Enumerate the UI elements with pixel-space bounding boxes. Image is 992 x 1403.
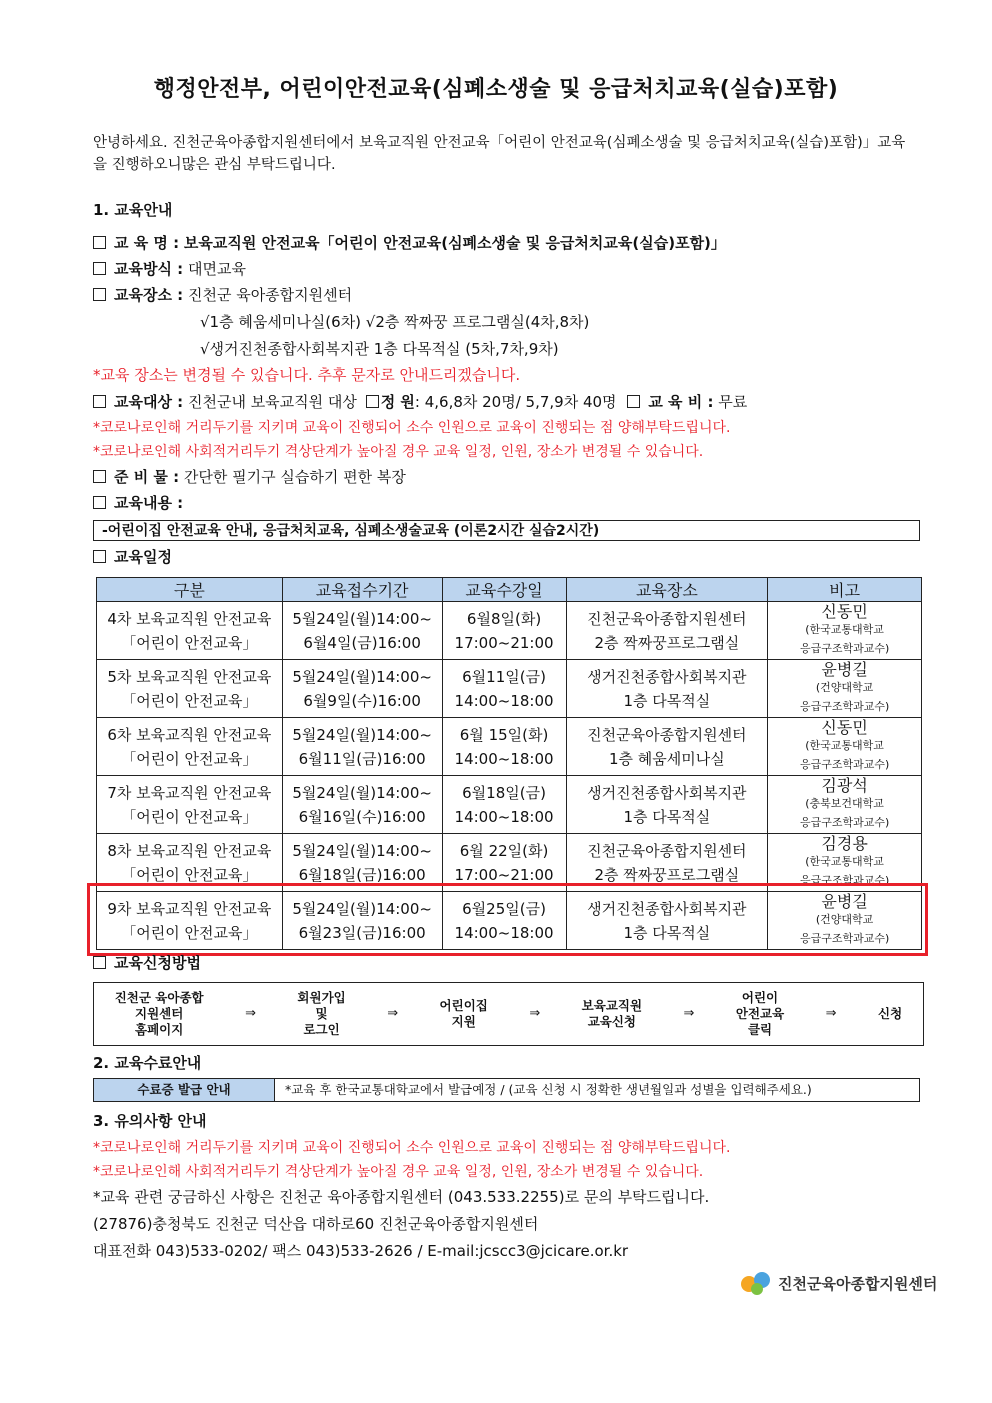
instructor-name: 신동민 (821, 601, 868, 621)
apply-step (736, 990, 784, 1038)
cell-line: 생거진천종합사회복지관 (587, 783, 747, 802)
table-cell (442, 602, 566, 660)
cell-line: 5월24일(월)14:00~ (292, 841, 432, 860)
intro-text: 안녕하세요. 진천군육아종합지원센터에서 보육교직원 안전교육「어린이 안전교육(심폐소생술 및 응급처치교육(실습)포함)」교육을 진행하오니많은 관심 부탁드립니다. (93, 135, 906, 173)
apply-step-line: 진천군 육아종합 (114, 990, 204, 1005)
table-cell (97, 660, 283, 718)
table-cell (566, 718, 768, 776)
section2-heading: 2. 교육수료안내 (93, 1054, 202, 1072)
course-name-row (93, 232, 726, 253)
cell-line: 5월24일(월)14:00~ (292, 899, 432, 918)
instructor-name: 윤병길 (821, 891, 868, 911)
arrow-icon: ⇒ (825, 1006, 837, 1021)
apply-step-line: 보육교직원 (581, 998, 643, 1013)
target-value: 진천군내 보육교직원 대상 (187, 393, 357, 411)
contact-text: *교육 관련 궁금하신 사항은 진천군 육아종합지원센터 (043.533.2255)로 문의 부탁드립니다. (93, 1188, 710, 1206)
table-row (97, 660, 922, 718)
target-label: 교육대상 : (114, 393, 184, 411)
apply-step-line: 로그인 (303, 1022, 340, 1037)
table-header-row (97, 578, 922, 602)
cell-line: 2층 짝짜꿍프로그램실 (594, 633, 740, 652)
arrow-icon: ⇒ (245, 1006, 256, 1021)
apply-step-line: 회원가입 (297, 990, 346, 1005)
instructor-name: 김경용 (821, 833, 868, 853)
cell-line: 진천군육아종합지원센터 (587, 725, 747, 744)
table-cell (282, 660, 442, 718)
instructor-affiliation: 응급구조학과교수) (799, 931, 890, 945)
table-cell (282, 718, 442, 776)
instructor-affiliation: 응급구조학과교수) (799, 699, 890, 713)
header-cell: 비고 (768, 578, 922, 602)
instructor-affiliation: (건양대학교 (815, 680, 874, 694)
cell-line: 9차 보육교직원 안전교육 (107, 899, 272, 918)
cell-line: 5월24일(월)14:00~ (292, 609, 432, 628)
apply-step (582, 998, 642, 1030)
cell-line: 6월18일(금)16:00 (298, 865, 426, 884)
table-cell (566, 602, 768, 660)
instructor-name: 신동민 (821, 717, 868, 737)
header-cell: 교육접수기간 (282, 578, 442, 602)
instructor-affiliation: (충북보건대학교 (805, 796, 884, 810)
apply-row (93, 952, 201, 973)
instructor-name: 김광석 (821, 775, 868, 795)
highlight-frame (87, 883, 928, 956)
place-label: 교육장소 : (114, 286, 184, 304)
cell-line: 진천군육아종합지원센터 (587, 841, 747, 860)
cell-line: 6월11일(금) (462, 667, 546, 686)
instructor-affiliation: 응급구조학과교수) (799, 873, 890, 887)
apply-step-line: 교육신청 (587, 1014, 637, 1029)
phone-text: 대표전화 043)533-0202/ 팩스 043)533-2626 / E-mail:jcscc3@jcicare.or.kr (93, 1242, 629, 1260)
cell-line: 생거진천종합사회복지관 (587, 899, 747, 918)
prep-label: 준 비 물 : (114, 468, 180, 486)
capacity-label: 정 원 (380, 393, 415, 411)
arrow-icon: ⇒ (683, 1006, 695, 1021)
cell-line: 4차 보육교직원 안전교육 (107, 609, 272, 628)
instructor-affiliation: (한국교통대학교 (805, 622, 884, 636)
content-box: -어린이집 안전교육 안내, 응급처치교육, 심폐소생술교육 (이론2시간 실습2시간) (93, 520, 920, 541)
instructor-affiliation: 응급구조학과교수) (799, 757, 890, 771)
cell-line: 14:00~18:00 (454, 923, 554, 942)
method-row (93, 258, 246, 279)
checkbox-icon (366, 395, 379, 408)
instructor-affiliation: (한국교통대학교 (805, 738, 884, 752)
prep-row (93, 466, 406, 487)
schedule-label-row (93, 546, 172, 567)
apply-step-line: 신청 (878, 1006, 903, 1021)
cell-line: 「어린이 안전교육」 (121, 749, 258, 768)
table-cell (282, 602, 442, 660)
cell-line: 진천군육아종합지원센터 (587, 609, 747, 628)
table-row (97, 602, 922, 660)
method-label: 교육방식 : (114, 260, 184, 278)
cell-line: 6월25일(금) (462, 899, 546, 918)
checkbox-icon (93, 550, 106, 563)
place-line-2: √1층 혜움세미나실(6차) √2층 짝짜꿍 프로그램실(4차,8차) (200, 313, 590, 331)
notice-note-1: *코로나로인해 거리두기를 지키며 교육이 진행되어 소수 인원으로 교육이 진행되는 점 양해부탁드립니다. (93, 1140, 731, 1156)
checkbox-icon (93, 288, 106, 301)
logo-text: 진천군육아종합지원센터 (778, 1274, 938, 1293)
schedule-label: 교육일정 (114, 548, 172, 566)
arrow-icon: ⇒ (387, 1006, 399, 1021)
table-cell (566, 660, 768, 718)
cell-line: 14:00~18:00 (454, 749, 554, 768)
cell-line: 5월24일(월)14:00~ (292, 667, 432, 686)
covid-note-2: *코로나로인해 사회적거리두기 격상단계가 높아질 경우 교육 일정, 인원, 장소가 변경될 수 있습니다. (93, 444, 704, 460)
instructor-name: 윤병길 (821, 659, 868, 679)
table-cell (566, 776, 768, 834)
table-cell (97, 602, 283, 660)
header-cell: 교육장소 (566, 578, 768, 602)
cell-line: 6월11일(금)16:00 (298, 749, 426, 768)
checkbox-icon (93, 496, 106, 509)
course-name-value: 보육교직원 안전교육「어린이 안전교육(심폐소생술 및 응급처치교육(실습)포함)」 (183, 234, 726, 252)
section3-heading: 3. 유의사항 안내 (93, 1112, 207, 1130)
cell-line: 「어린이 안전교육」 (121, 923, 258, 942)
instructor-affiliation: 응급구조학과교수) (799, 815, 890, 829)
cell-line: 6월18일(금) (462, 783, 546, 802)
cell-line: 생거진천종합사회복지관 (587, 667, 747, 686)
apply-step-line: 지원 (451, 1014, 476, 1029)
cell-line: 「어린이 안전교육」 (121, 691, 258, 710)
cell-line: 5차 보육교직원 안전교육 (107, 667, 272, 686)
cell-line: 「어린이 안전교육」 (121, 865, 258, 884)
place-note: *교육 장소는 변경될 수 있습니다. 추후 문자로 안내드리겠습니다. (93, 366, 521, 384)
checkbox-icon (627, 395, 640, 408)
cell-line: 6월 22일(화) (459, 841, 549, 860)
cell-line: 1층 다목적실 (623, 807, 711, 826)
apply-step-line: 클릭 (747, 1022, 773, 1037)
address-text: (27876)충청북도 진천군 덕산읍 대하로60 진천군육아종합지원센터 (93, 1215, 539, 1233)
instructor-cell (768, 602, 922, 660)
instructor-cell (768, 776, 922, 834)
table-cell (442, 718, 566, 776)
method-value: 대면교육 (187, 260, 246, 278)
cell-line: 6월4일(금)16:00 (303, 633, 421, 652)
cell-line: 2층 짝짜꿍프로그램실 (594, 865, 740, 884)
cell-line: 17:00~21:00 (454, 865, 554, 884)
course-name-label: 교 육 명 : (114, 234, 180, 252)
table-row (97, 776, 922, 834)
covid-note-1: *코로나로인해 거리두기를 지키며 교육이 진행되어 소수 인원으로 교육이 진행되는 점 양해부탁드립니다. (93, 420, 731, 436)
apply-step (440, 998, 488, 1030)
cert-box (93, 1078, 920, 1102)
table-cell (442, 776, 566, 834)
cell-line: 1층 다목적실 (623, 691, 711, 710)
center-logo (740, 1270, 937, 1296)
apply-step (297, 990, 345, 1038)
place-value: 진천군 육아종합지원센터 (187, 286, 353, 304)
header-cell: 교육수강일 (442, 578, 566, 602)
cell-line: 6월8일(화) (466, 609, 542, 628)
checkbox-icon (93, 262, 106, 275)
checkbox-icon (93, 395, 106, 408)
target-row (93, 391, 747, 412)
apply-step (115, 990, 204, 1038)
notice-note-2: *코로나로인해 사회적거리두기 격상단계가 높아질 경우 교육 일정, 인원, 장소가 변경될 수 있습니다. (93, 1164, 704, 1180)
instructor-affiliation: (한국교통대학교 (805, 854, 884, 868)
table-cell (97, 718, 283, 776)
apply-step-line: 및 (315, 1006, 328, 1021)
table-cell (282, 776, 442, 834)
apply-step-line: 어린이 (741, 990, 779, 1005)
cell-line: 17:00~21:00 (454, 633, 554, 652)
cell-line: 7차 보육교직원 안전교육 (107, 783, 272, 802)
checkbox-icon (93, 956, 106, 969)
instructor-affiliation: (건양대학교 (815, 912, 874, 926)
cell-line: 6월9일(수)16:00 (303, 691, 421, 710)
prep-value: 간단한 필기구 실습하기 편한 복장 (183, 468, 406, 486)
cell-line: 6월 15일(화) (459, 725, 549, 744)
place-line-3: √생거진천종합사회복지관 1층 다목적실 (5차,7차,9차) (200, 340, 559, 358)
table-cell (442, 660, 566, 718)
cert-label: 수료증 발급 안내 (94, 1079, 275, 1101)
apply-step-line: 홈페이지 (135, 1022, 184, 1037)
apply-flow (93, 982, 924, 1046)
cell-line: 「어린이 안전교육」 (121, 807, 258, 826)
apply-step-line: 어린이집 (439, 998, 488, 1013)
capacity-value: : 4,6,8차 20명/ 5,7,9차 40명 (414, 393, 617, 411)
cell-line: 14:00~18:00 (454, 807, 554, 826)
arrow-icon: ⇒ (529, 1006, 541, 1021)
logo-icon (740, 1270, 774, 1296)
header-cell: 구분 (97, 578, 283, 602)
cell-line: 5월24일(월)14:00~ (292, 725, 432, 744)
apply-step (878, 1006, 902, 1022)
instructor-affiliation: 응급구조학과교수) (799, 641, 890, 655)
cell-line: 6월16일(수)16:00 (298, 807, 426, 826)
cell-line: 1층 다목적실 (623, 923, 711, 942)
cell-line: 14:00~18:00 (454, 691, 554, 710)
content-row (93, 492, 183, 513)
cell-line: 6월23일(금)16:00 (298, 923, 426, 942)
cell-line: 1층 혜움세미나실 (608, 749, 725, 768)
place-row (93, 284, 352, 305)
apply-step-line: 지원센터 (135, 1006, 184, 1021)
checkbox-icon (93, 470, 106, 483)
instructor-cell (768, 660, 922, 718)
checkbox-icon (93, 236, 106, 249)
apply-label: 교육신청방법 (114, 954, 201, 972)
cell-line: 6차 보육교직원 안전교육 (107, 725, 272, 744)
cell-line: 8차 보육교직원 안전교육 (107, 841, 272, 860)
cert-value: *교육 후 한국교통대학교에서 발급예정 / (교육 신청 시 정확한 생년월일과 성별을 입력해주세요.) (285, 1082, 812, 1097)
table-row (97, 718, 922, 776)
cell-line: 5월24일(월)14:00~ (292, 783, 432, 802)
page-title: 행정안전부, 어린이안전교육(심폐소생술 및 응급처치교육(실습)포함) (153, 77, 839, 102)
section1-heading: 1. 교육안내 (93, 201, 173, 219)
fee-label: 교 육 비 : (648, 393, 714, 411)
instructor-cell (768, 718, 922, 776)
table-cell (97, 776, 283, 834)
fee-value: 무료 (718, 393, 748, 411)
content-label: 교육내용 : (114, 494, 184, 512)
apply-step-line: 안전교육 (735, 1006, 785, 1021)
cell-line: 「어린이 안전교육」 (121, 633, 258, 652)
